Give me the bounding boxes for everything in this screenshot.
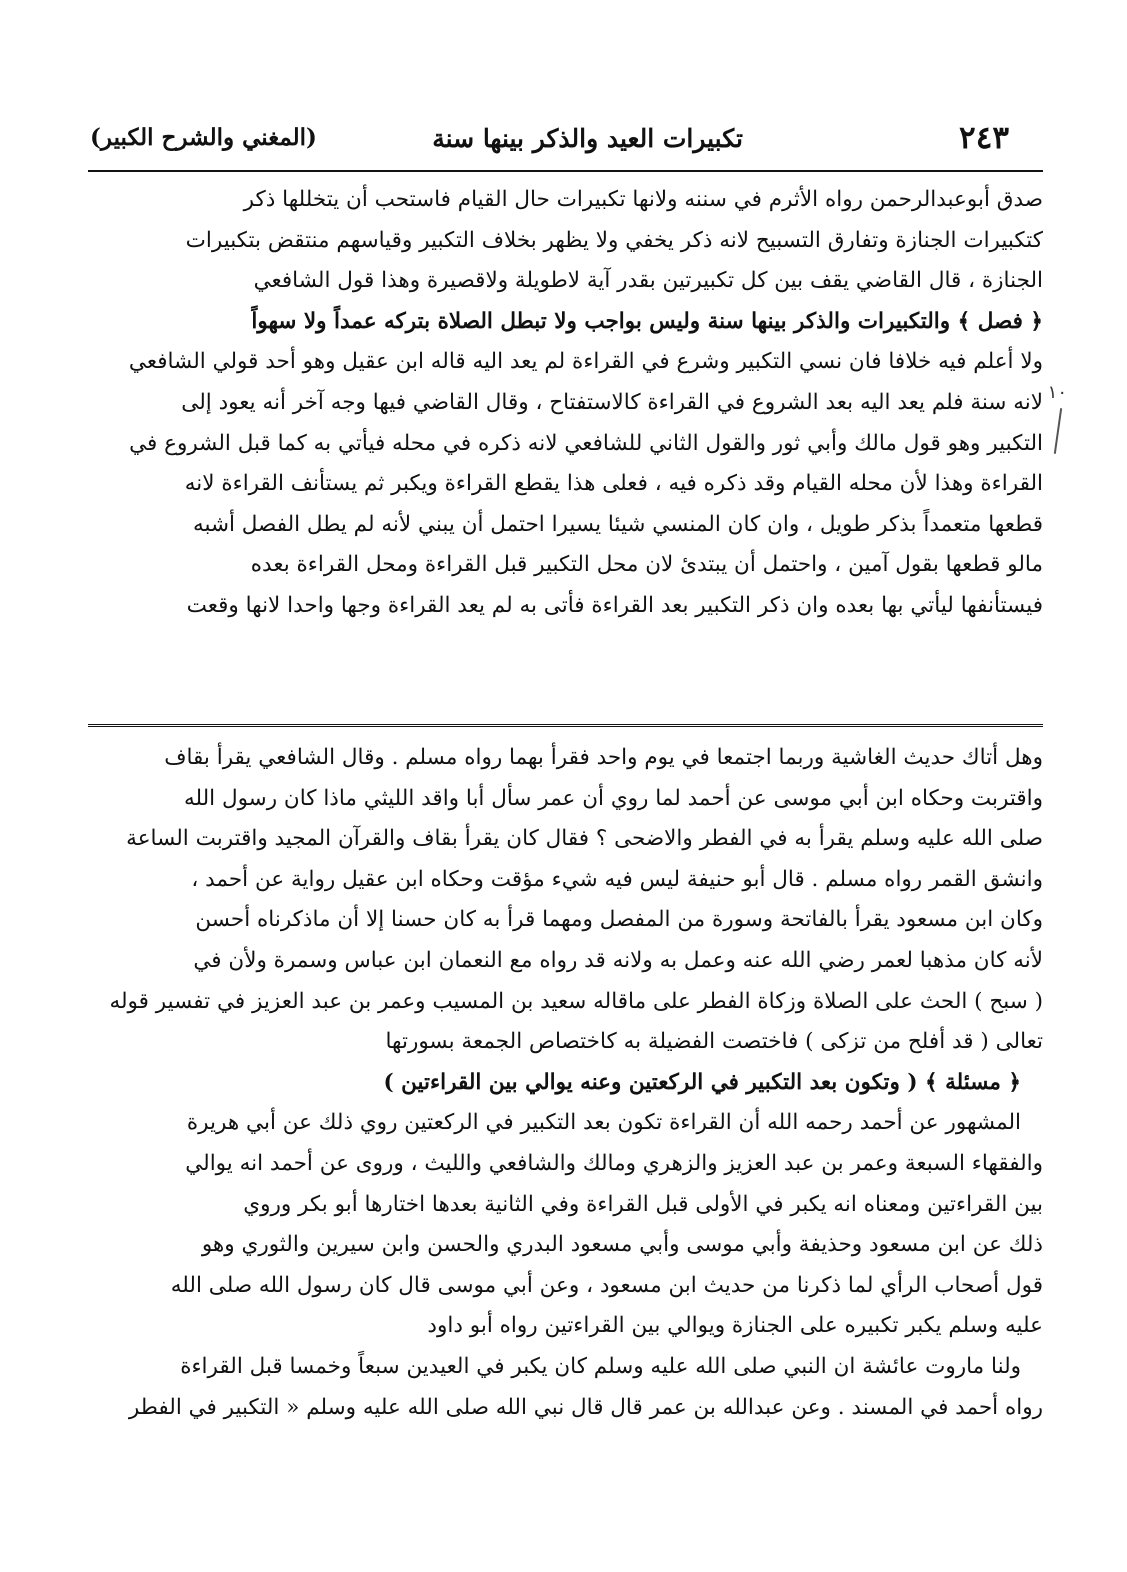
text-line: ولنا ماروت عائشة ان النبي صلى الله عليه وسلم كان يكبر في العيدين سبعاً وخمسا قبل القراءة <box>180 1353 1021 1379</box>
header-rule <box>88 170 1043 172</box>
text-line: التكبير وهو قول مالك وأبي ثور والقول الثاني للشافعي لانه ذكره في محله فيأتي به كما قبل الشروع في <box>129 430 1043 456</box>
margin-handwritten-note: ١٠ <box>1048 382 1067 403</box>
text-line: بين القراءتين ومعناه انه يكبر في الأولى قبل القراءة وفي الثانية بعدها اختارها أبو بكر وروي <box>243 1191 1043 1217</box>
text-line: وكان ابن مسعود يقرأ بالفاتحة وسورة من المفصل ومهما قرأ به كان حسنا إلا أن ماذكرناه أحسن <box>195 907 1043 933</box>
text-line: قول أصحاب الرأي لما ذكرنا من حديث ابن مسعود ، وعن أبي موسى قال كان رسول الله صلى الله <box>170 1272 1043 1298</box>
text-line: رواه أحمد في المسند . وعن عبدالله بن عمر قال قال نبي الله صلى الله عليه وسلم « التكبير في الفطر <box>128 1394 1043 1420</box>
text-line: وهل أتاك حديث الغاشية وربما اجتمعا في يوم واحد فقرأ بهما رواه مسلم . وقال الشافعي يقرأ بقاف <box>164 745 1043 770</box>
issue-heading-line: ﴿ مسئلة ﴾ ( وتكون بعد التكبير في الركعتين وعنه يوالي بين القراءتين ) <box>383 1069 1021 1095</box>
text-line: الجنازة ، قال القاضي يقف بين كل تكبيرتين بقدر آية لاطويلة ولاقصيرة وهذا قول الشافعي <box>253 268 1043 294</box>
text-line: لانه سنة فلم يعد اليه بعد الشروع في القراءة كالاستفتاح ، وقال القاضي فيها وجه آخر أنه يعود إلى <box>181 389 1043 415</box>
book-title: (المغني والشرح الكبير) <box>90 124 317 151</box>
text-line: صلى الله عليه وسلم يقرأ به في الفطر والاضحى ؟ فقال كان يقرأ بقاف والقرآن المجيد واقتربت الساعة <box>126 826 1043 852</box>
text-line: عليه وسلم يكبر تكبيره على الجنازة ويوالي بين القراءتين رواه أبو داود <box>427 1313 1043 1339</box>
text-line: لأنه كان مذهبا لعمر رضي الله عنه وعمل به ولانه قد رواه مع النعمان ابن عباس وسمرة ولأن في <box>193 947 1043 973</box>
text-line: صدق أبوعبدالرحمن رواه الأثرم في سننه ولانها تكبيرات حال القيام فاستحب أن يتخللها ذكر <box>243 187 1043 212</box>
text-line: وانشق القمر رواه مسلم . قال أبو حنيفة ليس فيه شيء مؤقت وحكاه ابن عقيل رواية عن أحمد ، <box>191 866 1043 892</box>
commentary-text <box>88 738 1043 1428</box>
book-page <box>88 118 1043 1428</box>
page-header <box>88 118 1043 170</box>
text-line: ذلك عن ابن مسعود وحذيفة وأبي موسى وأبي مسعود البدري والحسن وابن سيرين والثوري وهو <box>201 1232 1043 1258</box>
text-line: قطعها متعمداً بذكر طويل ، وان كان المنسي شيئا يسيرا احتمل أن يبني لأنه لم يطل الفصل أشبه <box>192 511 1043 537</box>
commentary-divider <box>88 724 1043 730</box>
text-line: المشهور عن أحمد رحمه الله أن القراءة تكون بعد التكبير في الركعتين روي ذلك عن أبي هريرة <box>186 1110 1021 1136</box>
text-line: ولا أعلم فيه خلافا فان نسي التكبير وشرع في القراءة لم يعد اليه قاله ابن عقيل وهو أحد قولي الشافعي <box>128 349 1043 375</box>
running-title: تكبيرات العيد والذكر بينها سنة <box>432 124 743 153</box>
text-line: كتكبيرات الجنازة وتفارق التسبيح لانه ذكر يخفي ولا يظهر بخلاف التكبير وقياسهم منتقض بتكبيرات <box>185 227 1043 253</box>
section-heading-line: ﴿ فصل ﴾ والتكبيرات والذكر بينها سنة وليس بواجب ولا تبطل الصلاة بتركه عمداً ولا سهواً <box>251 308 1043 334</box>
text-line: فيستأنفها ليأتي بها بعده وان ذكر التكبير بعد القراءة فأتى به لم يعد القراءة وجها واحدا لانها وقعت <box>186 592 1043 618</box>
text-line: ( سبح ) الحث على الصلاة وزكاة الفطر على ماقاله سعيد بن المسيب وعمر بن عبد العزيز في تفسير قوله <box>109 988 1043 1014</box>
text-line: والفقهاء السبعة وعمر بن عبد العزيز والزهري ومالك والشافعي والليث ، وروى عن أحمد انه يوالي <box>185 1150 1043 1176</box>
text-line: القراءة وهذا لأن محله القيام وقد ذكره فيه ، فعلى هذا يقطع القراءة ويكبر ثم يستأنف القراءة لانه <box>184 471 1043 497</box>
text-line: مالو قطعها بقول آمين ، واحتمل أن يبتدئ لان محل التكبير قبل القراءة ومحل القراءة بعده <box>250 552 1043 578</box>
main-text <box>88 180 1043 718</box>
page-number: ٢٤٣ <box>959 120 1009 156</box>
text-line: واقتربت وحكاه ابن أبي موسى عن أحمد لما روي أن عمر سأل أبا واقد الليثي ماذا كان رسول الله <box>183 785 1043 811</box>
text-line: تعالى ( قد أفلح من تزكى ) فاختصت الفضيلة به كاختصاص الجمعة بسورتها <box>385 1029 1043 1055</box>
margin-pen-stroke <box>1054 408 1062 454</box>
